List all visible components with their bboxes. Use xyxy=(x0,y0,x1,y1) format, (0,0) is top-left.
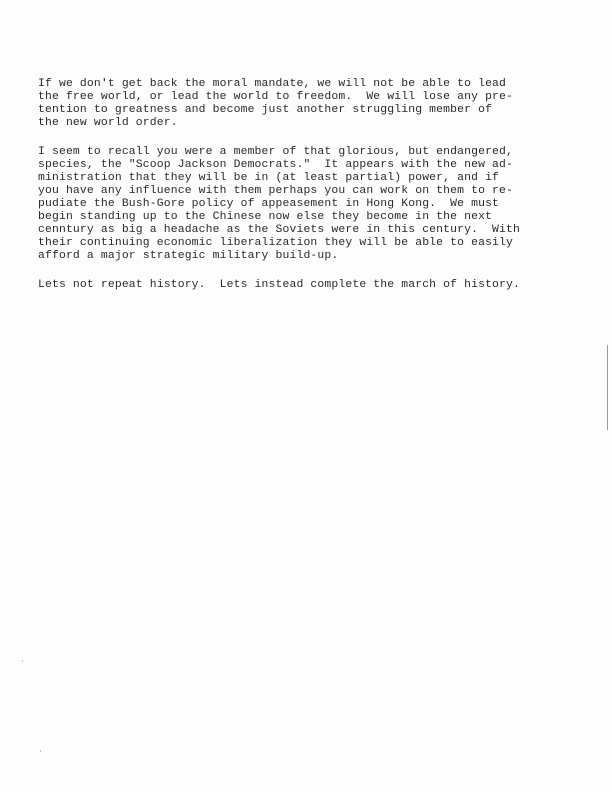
text-line: If we don't get back the moral mandate, we will not be able to lead xyxy=(38,78,507,90)
paragraph-moral-mandate xyxy=(38,78,558,130)
scan-speck xyxy=(22,660,23,662)
scan-edge-mark xyxy=(607,345,608,430)
text-line: the new world order. xyxy=(38,117,178,129)
text-line: ministration that they will be in (at least partial) power, and if xyxy=(38,172,500,184)
text-line: afford a major strategic military build-up. xyxy=(38,250,339,262)
letter-body xyxy=(38,78,558,308)
text-line: you have any influence with them perhaps you can work on them to re- xyxy=(38,185,514,197)
text-line: the free world, or lead the world to freedom. We will lose any pre- xyxy=(38,91,514,103)
text-line: their continuing economic liberalization they will be able to easily xyxy=(38,237,514,249)
text-line: Lets not repeat history. Lets instead complete the march of history. xyxy=(38,279,520,291)
text-line: I seem to recall you were a member of that glorious, but endangered, xyxy=(38,146,514,158)
text-line: cenntury as big a headache as the Soviets were in this century. With xyxy=(38,224,520,236)
paragraph-history xyxy=(38,279,558,292)
text-line: begin standing up to the Chinese now else they become in the next xyxy=(38,211,493,223)
text-line: pudiate the Bush-Gore policy of appeasement in Hong Kong. We must xyxy=(38,198,500,210)
text-line: species, the "Scoop Jackson Democrats." It appears with the new ad- xyxy=(38,159,514,171)
scan-speck xyxy=(40,750,41,752)
paragraph-scoop-jackson xyxy=(38,146,558,263)
text-line: tention to greatness and become just another struggling member of xyxy=(38,104,493,116)
